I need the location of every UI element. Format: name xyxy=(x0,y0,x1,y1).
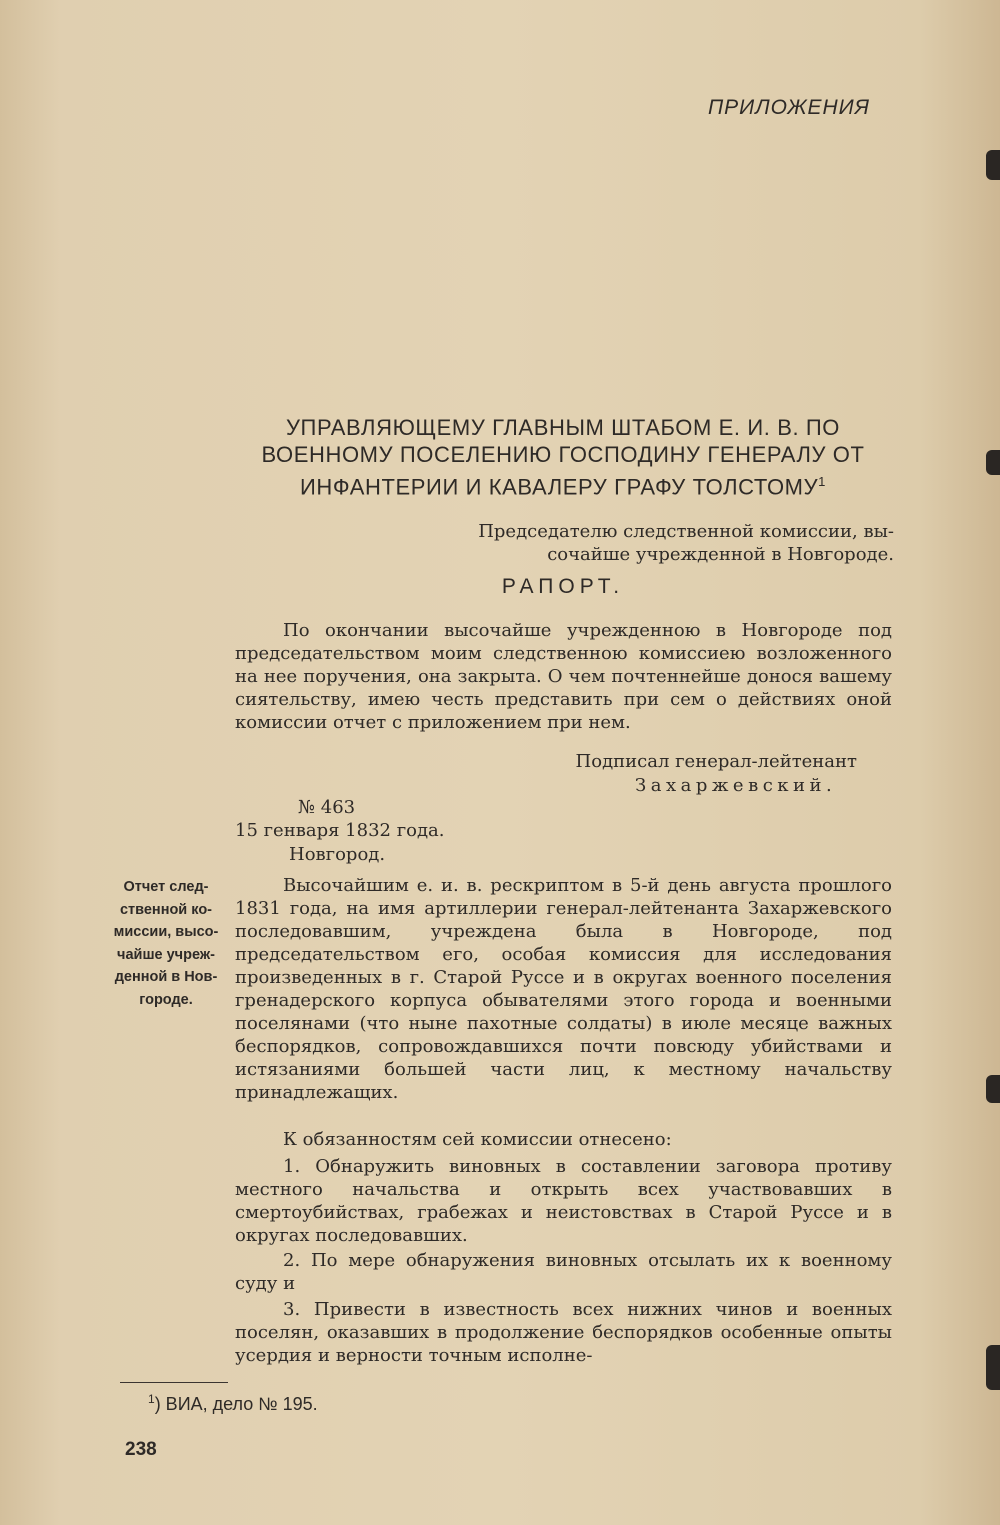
footnote-rule xyxy=(120,1382,228,1383)
document-date: 15 генваря 1832 года. xyxy=(235,820,445,841)
margin-note xyxy=(100,876,232,1011)
page-number: 238 xyxy=(125,1439,157,1460)
running-head: ПРИЛОЖЕНИЯ xyxy=(707,96,870,119)
margin-note-line: миссии, высо- xyxy=(113,924,219,940)
document-place: Новгород. xyxy=(289,844,386,865)
footnote-ref: 1 xyxy=(818,474,827,489)
list-item: 3. Привести в известность всех нижних чинов и военных поселян, оказавших в продолжение беспорядков особенные опыты усердия и верности точным исполне- xyxy=(235,1299,892,1366)
page-edge-mark xyxy=(986,150,1000,180)
margin-note-line: чайше учреж- xyxy=(117,946,215,963)
margin-note-line: ственной ко- xyxy=(119,901,213,918)
list-item: 1. Обнаружить виновных в составлении заговора противу местного начальства и открыть всех участвовавших в смертоубийствах, грабежах и неистовствах в Старой Руссе и в округах последовавших. xyxy=(235,1156,892,1246)
title-line: ИНФАНТЕРИИ И КАВАЛЕРУ ГРАФУ ТОЛСТОМУ xyxy=(299,474,819,500)
addressee-line: Председателю следственной комиссии, вы- xyxy=(478,521,894,542)
addressee-block xyxy=(232,520,894,566)
signature-label: Подписал генерал-лейтенант xyxy=(575,751,857,772)
title-line: ВОЕННОМУ ПОСЕЛЕНИЮ ГОСПОДИНУ ГЕНЕРАЛУ ОТ xyxy=(261,442,865,467)
footnote xyxy=(148,1392,318,1415)
report-heading: РАПОРТ. xyxy=(501,575,625,598)
title-line: УПРАВЛЯЮЩЕМУ ГЛАВНЫМ ШТАБОМ Е. И. В. ПО xyxy=(285,415,841,440)
footnote-text: ) ВИА, дело № 195. xyxy=(154,1394,318,1414)
margin-note-line: денной в Нов- xyxy=(114,969,218,985)
page-edge-mark xyxy=(986,1075,1000,1103)
report-paragraph: Высочайшим е. и. в. рескриптом в 5-й день августа прошлого 1831 года, на имя артиллерии генерал-лейтенанта Захаржевского последовавшим, учреждена была в Новгороде, под председательством его, особая комиссия для исследования произведенных в г. Старой Руссе и в округах военного поселения гренадерского корпуса обывателями этого города и военными поселянами (что ныне пахотные солдаты) в июле месяце важных беспорядков, сопровождавшихся почти повсюду убийствами и истязаниями большей части лиц, к местному начальству принадлежащих. xyxy=(235,875,892,1103)
signature-name: Захаржевский. xyxy=(635,775,837,796)
margin-note-line: городе. xyxy=(139,991,193,1008)
document-title xyxy=(232,414,894,500)
margin-note-line: Отчет след- xyxy=(123,879,209,895)
report-paragraph: К обязанностям сей комиссии отнесено: xyxy=(283,1129,672,1150)
page-edge-mark xyxy=(986,450,1000,475)
footnote-mark: 1 xyxy=(148,1392,155,1406)
page-edge-mark xyxy=(986,1345,1000,1390)
report-body: По окончании высочайше учрежденною в Новгороде под председательством моим следственною комиссиею возложенного на нее поручения, она закрыта. О чем почтеннейше донося вашему сиятельству, имею честь представить при сем о действиях оной комиссии отчет с приложением при нем. xyxy=(235,620,892,733)
document-number: № 463 xyxy=(298,797,356,818)
addressee-line: сочайше учрежденной в Новгороде. xyxy=(547,544,894,565)
list-item: 2. По мере обнаружения виновных отсылать их к военному суду и xyxy=(235,1250,892,1294)
